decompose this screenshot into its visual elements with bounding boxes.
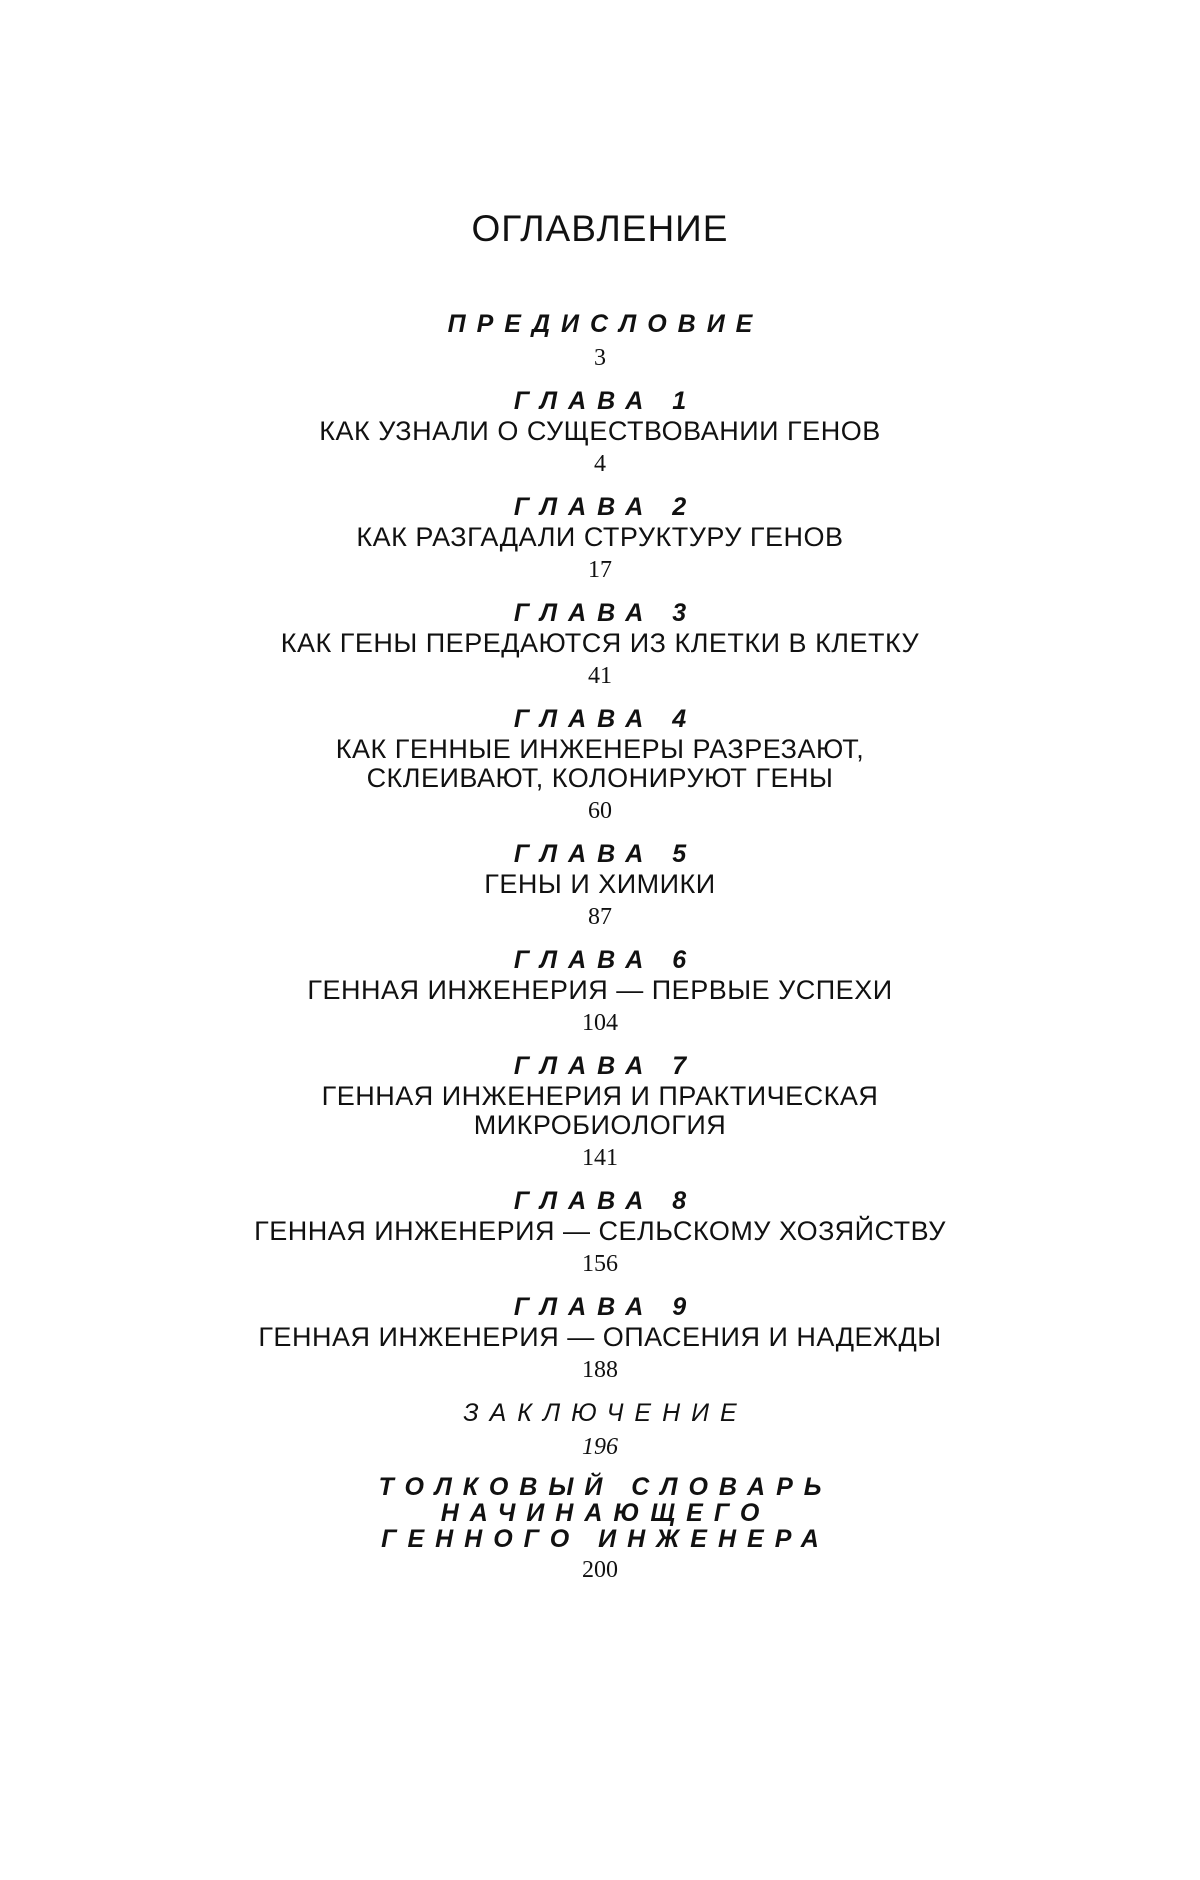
toc-entry-chapter-9: [0, 1291, 1200, 1388]
chapter-page-number: 188: [582, 1357, 618, 1383]
glossary-label-line-2: НАЧИНАЮЩЕГО: [440, 1499, 771, 1527]
chapter-title-line-1: КАК ГЕННЫЕ ИНЖЕНЕРЫ РАЗРЕЗАЮТ,: [335, 734, 865, 764]
chapter-title-line-1: ГЕННАЯ ИНЖЕНЕРИЯ И ПРАКТИЧЕСКАЯ: [321, 1081, 879, 1111]
chapter-title: ГЕННАЯ ИНЖЕНЕРИЯ — ОПАСЕНИЯ И НАДЕЖДЫ: [258, 1322, 942, 1352]
table-of-contents: [0, 308, 1200, 1597]
chapter-title: ГЕНЫ И ХИМИКИ: [484, 869, 716, 899]
page-title: ОГЛАВЛЕНИЕ: [471, 208, 729, 249]
chapter-page-number: 4: [594, 451, 606, 477]
chapter-label: ГЛАВА 6: [513, 946, 698, 974]
chapter-page-number: 17: [588, 557, 612, 583]
chapter-title-line-2: МИКРОБИОЛОГИЯ: [473, 1110, 727, 1140]
toc-entry-glossary: [0, 1474, 1200, 1588]
toc-entry-conclusion: [0, 1397, 1200, 1465]
toc-entry-chapter-3: [0, 597, 1200, 694]
chapter-label: ГЛАВА 9: [513, 1293, 698, 1321]
chapter-title: КАК РАЗГАДАЛИ СТРУКТУРУ ГЕНОВ: [356, 522, 844, 552]
chapter-label: ГЛАВА 2: [513, 493, 698, 521]
preface-page-number: 3: [594, 345, 606, 371]
chapter-title: КАК ГЕНЫ ПЕРЕДАЮТСЯ ИЗ КЛЕТКИ В КЛЕТКУ: [280, 628, 920, 658]
toc-entry-chapter-8: [0, 1185, 1200, 1282]
chapter-page-number: 156: [582, 1251, 618, 1277]
chapter-page-number: 104: [582, 1010, 618, 1036]
toc-entry-chapter-2: [0, 491, 1200, 588]
conclusion-page-number: 196: [582, 1434, 618, 1460]
glossary-label-line-3: ГЕННОГО ИНЖЕНЕРА: [381, 1525, 830, 1553]
glossary-label-line-1: ТОЛКОВЫЙ СЛОВАРЬ: [378, 1473, 833, 1501]
toc-entry-chapter-6: [0, 944, 1200, 1041]
chapter-title: ГЕННАЯ ИНЖЕНЕРИЯ — ПЕРВЫЕ УСПЕХИ: [307, 975, 893, 1005]
conclusion-label: ЗАКЛЮЧЕНИЕ: [463, 1399, 748, 1427]
preface-label: ПРЕДИСЛОВИЕ: [447, 310, 764, 338]
chapter-title-line-2: СКЛЕИВАЮТ, КОЛОНИРУЮТ ГЕНЫ: [366, 763, 834, 793]
toc-entry-preface: [0, 308, 1200, 376]
chapter-label: ГЛАВА 4: [513, 705, 698, 733]
chapter-label: ГЛАВА 5: [513, 840, 698, 868]
chapter-label: ГЛАВА 1: [513, 387, 698, 415]
chapter-title: ГЕННАЯ ИНЖЕНЕРИЯ — СЕЛЬСКОМУ ХОЗЯЙСТВУ: [254, 1216, 946, 1246]
toc-entry-chapter-1: [0, 385, 1200, 482]
chapter-page-number: 141: [582, 1145, 618, 1171]
chapter-label: ГЛАВА 7: [513, 1052, 698, 1080]
glossary-page-number: 200: [582, 1557, 618, 1583]
toc-entry-chapter-7: [0, 1050, 1200, 1176]
chapter-label: ГЛАВА 8: [513, 1187, 698, 1215]
chapter-title: КАК УЗНАЛИ О СУЩЕСТВОВАНИИ ГЕНОВ: [319, 416, 881, 446]
chapter-page-number: 41: [588, 663, 612, 689]
toc-entry-chapter-5: [0, 838, 1200, 935]
toc-entry-chapter-4: [0, 703, 1200, 829]
chapter-page-number: 60: [588, 798, 612, 824]
chapter-page-number: 87: [588, 904, 612, 930]
chapter-label: ГЛАВА 3: [513, 599, 698, 627]
